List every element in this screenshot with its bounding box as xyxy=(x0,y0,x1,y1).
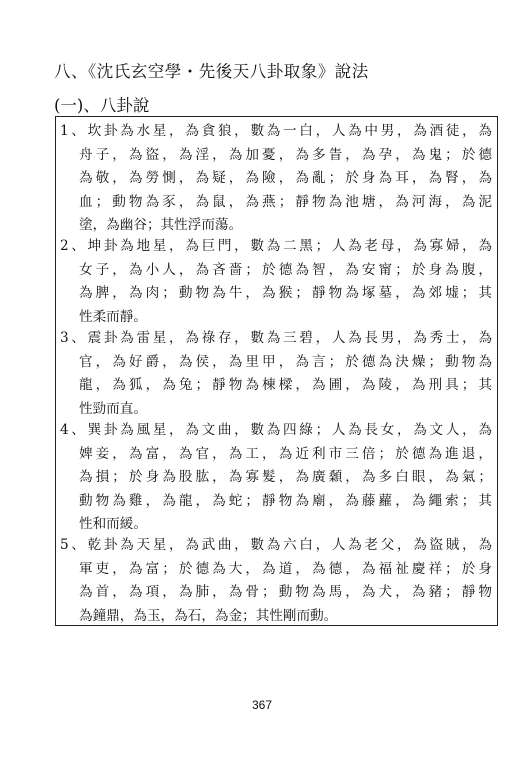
item-line: 婢妾，為富，為官，為工，為近利市三倍；於德為進退， xyxy=(79,445,492,462)
item-line: 4、巽卦為風星，為文曲，數為四綠；人為長女，為文人，為 xyxy=(60,422,492,438)
item-line: 血；動物為豕，為鼠，為燕；靜物為池塘，為河海，為泥 xyxy=(79,193,492,210)
item-line: 為首，為項，為肺，為骨；動物為馬，為犬，為豬；靜物 xyxy=(79,584,492,600)
trigram-item-kan xyxy=(60,120,492,238)
item-line: 為鐘鼎，為玉，為石，為金；其性剛而動。 xyxy=(79,607,338,624)
item-line: 舟子，為盜，為淫，為加憂，為多眚，為孕，為鬼；於德 xyxy=(79,146,492,163)
content-box xyxy=(55,116,498,626)
item-line: 性和而緩。 xyxy=(79,516,147,532)
page-number: 367 xyxy=(251,698,273,712)
item-line: 女子，為小人，為吝嗇；於德為智，為安甯；於身為腹， xyxy=(79,261,492,278)
item-line: 性柔而靜。 xyxy=(79,308,147,325)
item-line: 2、坤卦為地星，為巨門，數為二黑；人為老母，為寡婦，為 xyxy=(60,238,492,254)
item-line: 3、震卦為雷星，為祿存，數為三碧，人為長男，為秀士，為 xyxy=(60,330,492,346)
section-title: 八、《沈氏玄空學・先後天八卦取象》說法 xyxy=(54,62,369,81)
item-line: 官，為好爵，為侯，為里甲，為言；於德為決燥；動物為 xyxy=(79,353,492,370)
trigram-item-xun xyxy=(60,419,492,537)
item-line: 塗，為幽谷；其性浮而蕩。 xyxy=(79,217,243,233)
item-line: 軍吏，為富；於德為大，為道，為德，為福祉慶祥；於身 xyxy=(79,560,492,577)
item-line: 性勁而直。 xyxy=(79,400,147,417)
trigram-item-qian xyxy=(60,534,492,628)
item-line: 動物為雞，為龍，為蛇；靜物為廟，為藤蘿，為繩索；其 xyxy=(79,492,492,509)
item-line: 為脾，為肉；動物為牛，為猴；靜物為塚墓，為郊墟；其 xyxy=(79,285,492,301)
item-line: 5、乾卦為天星，為武曲，數為六白，人為老父，為盜賊，為 xyxy=(60,537,492,553)
item-line: 為敬，為勞惻，為疑，為險，為亂；於身為耳，為腎，為 xyxy=(79,170,492,186)
item-line: 1、坎卦為水星，為貪狼，數為一白，人為中男，為酒徒，為 xyxy=(60,123,492,139)
trigram-item-zhen xyxy=(60,327,492,421)
item-line: 為損；於身為股肱，為寡髮，為廣顙，為多白眼，為氣； xyxy=(79,469,492,485)
sub-title: (一)、八卦說 xyxy=(54,96,150,115)
item-line: 龍，為狐，為兔；靜物為棟樑，為圃，為陵，為刑具；其 xyxy=(79,377,492,393)
trigram-item-kun xyxy=(60,235,492,329)
